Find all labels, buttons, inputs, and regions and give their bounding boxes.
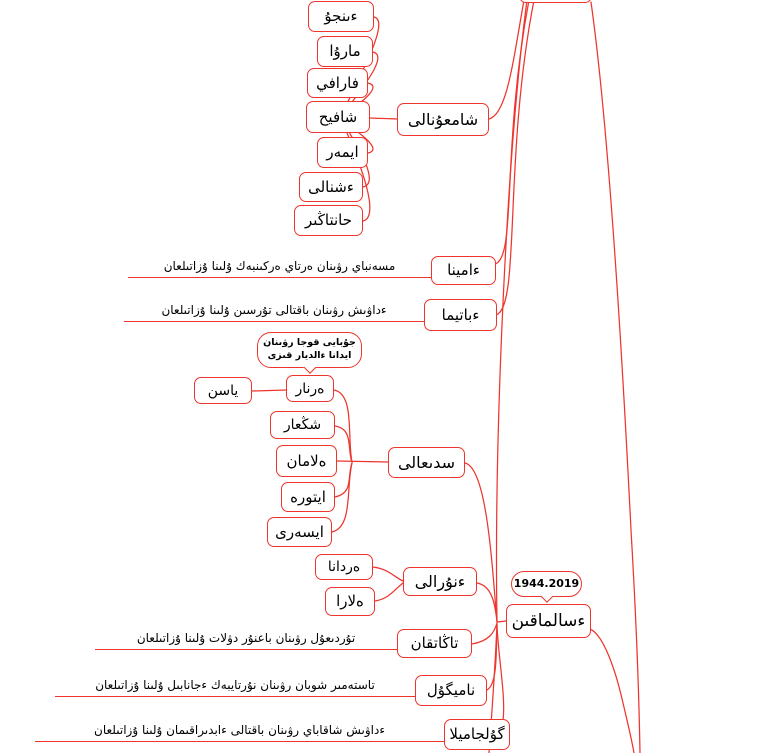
node-marua[interactable]: مارۇا [317, 36, 373, 67]
node-salmaqyn[interactable]: ءسالماقىن [506, 604, 591, 638]
node-erdana[interactable]: ەردانا [315, 554, 373, 580]
node-aimer[interactable]: ايمەر [317, 137, 368, 168]
marriage-note-namigul[interactable]: تاستەمىر شوبان رۋىنان نۇرتايبەك ءجانابىل ۇلىنا ۇزاتىلعان [55, 676, 415, 697]
connector [590, 629, 634, 753]
node-elaman[interactable]: ەلامان [276, 445, 337, 477]
node-farafi[interactable]: فارافي [307, 68, 368, 98]
connector [591, 2, 640, 753]
connector [489, 0, 524, 119]
marriage-note-tangatqan[interactable]: تۇردىعۇل رۋىنان باعنۇر دۋلات ۇلىنا ۇزاتىلعان [95, 629, 397, 650]
connector [252, 390, 286, 391]
node-aissery[interactable]: ايسەرى [267, 517, 332, 547]
callout-salmaqyn-years-text: 1944.2019 [513, 576, 580, 590]
node-guljamila[interactable]: گۇلجاميلا [444, 719, 510, 750]
node-namigul[interactable]: ناميگۇل [415, 675, 487, 706]
callout-ernar-spouse-line1: جۇبايى قوجا رۋىنان [263, 337, 356, 349]
node-nurali[interactable]: ءنۇرالى [403, 567, 477, 596]
connector [373, 567, 403, 581]
node-shynali[interactable]: ءشنالى [299, 172, 363, 202]
marriage-note-batima[interactable]: ءداۋىش رۋىنان باقتالى تۇرسىن ۇلىنا ۇزاتىلعان [124, 301, 424, 322]
node-batima[interactable]: ءباتيما [424, 299, 497, 331]
node-injw[interactable]: ءىنجۇ [308, 1, 374, 32]
connector [337, 461, 388, 462]
node-elara[interactable]: ەلارا [325, 587, 375, 616]
node-shafih[interactable]: شافيح [306, 101, 370, 133]
connector [472, 623, 497, 644]
node-tangatqan[interactable]: تاڭاتقان [397, 629, 472, 658]
node-sydygali[interactable]: سدىعالى [388, 447, 465, 478]
marriage-note-guljamila[interactable]: ءداۋىش شاقاباي رۋىنان باقتالى ءابدىراقىمان ۇلىنا ۇزاتىلعان [35, 721, 444, 742]
callout-ernar-spouse-line2: ايدانا ءالديار قىزى [267, 350, 352, 361]
node-shyngar[interactable]: شڭعار [270, 411, 335, 439]
node-khantangir[interactable]: حانتاڭىر [294, 205, 363, 236]
connector [375, 583, 403, 601]
callout-ernar-spouse[interactable] [257, 332, 362, 368]
connector [497, 625, 504, 720]
node-amina[interactable]: ءامينا [431, 256, 496, 285]
marriage-note-amina[interactable]: مسەنباي رۋىنان ەرتاي ەركىنبەك ۇلىنا ۇزاتىلعان [128, 257, 431, 278]
connector [497, 621, 506, 622]
node-shamgunali[interactable]: شامعۇنالى [397, 103, 489, 136]
connector [370, 118, 397, 119]
node-cropped-root[interactable] [519, 0, 592, 3]
node-ernar[interactable]: ەرنار [286, 375, 334, 402]
callout-salmaqyn-years[interactable] [511, 571, 582, 597]
connector [496, 0, 534, 315]
node-iassyn[interactable]: ياسن [194, 377, 252, 404]
node-aitore[interactable]: ايتورە [281, 482, 335, 512]
